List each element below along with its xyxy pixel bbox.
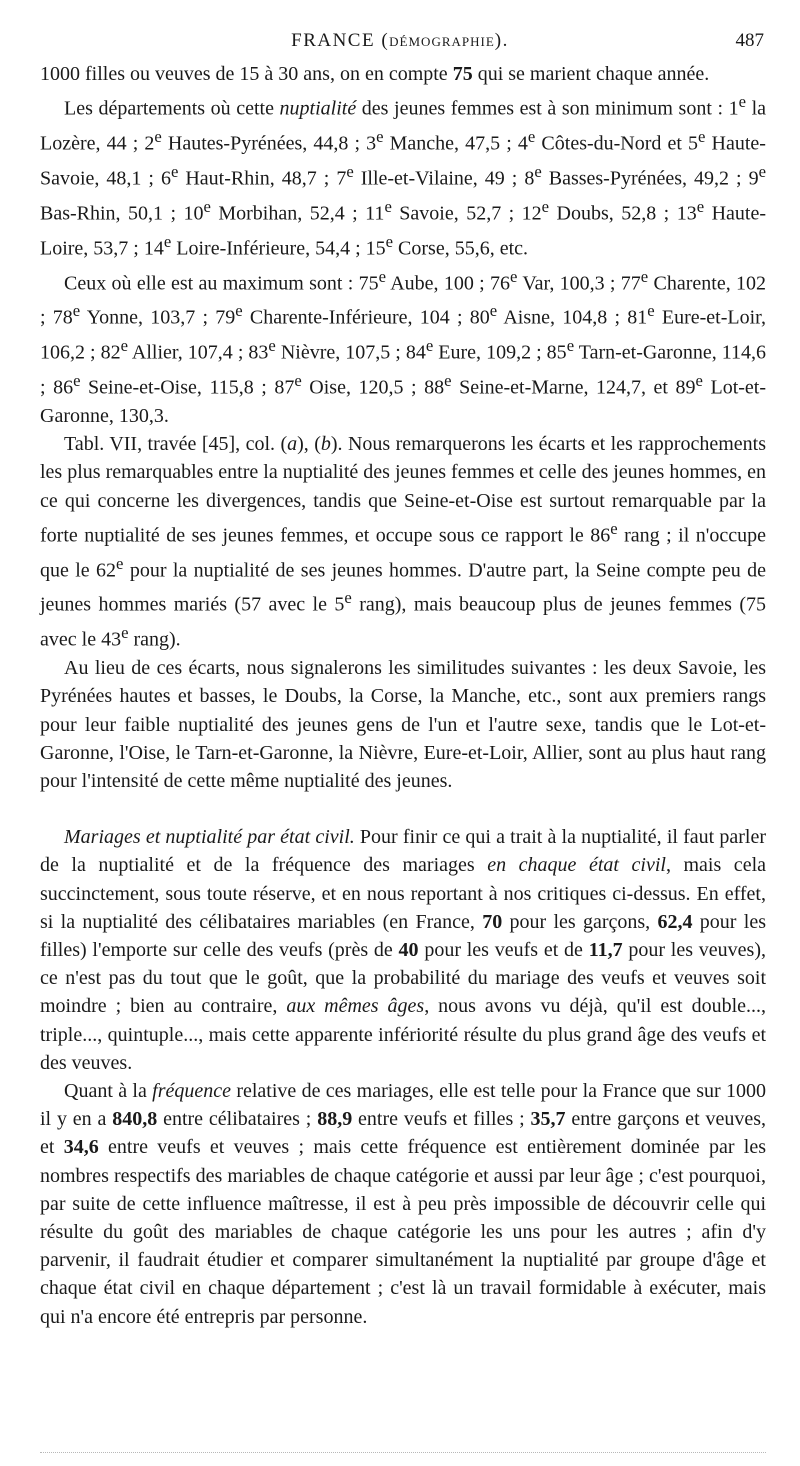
text-run: Yonne, 103,7 ; 79 — [80, 307, 236, 330]
page-number: 487 — [735, 30, 764, 51]
bold-number: 40 — [398, 939, 419, 962]
ordinal-suffix: e — [541, 196, 550, 216]
text-run: Tarn-et-Garonne, 114,6 ; 86 — [40, 341, 766, 399]
text-run: Var, 100,3 ; 77 — [517, 272, 641, 295]
running-head-title: FRANCE ( — [291, 30, 390, 51]
text-run: Tabl. VII, travée [45], col. ( — [64, 433, 288, 456]
footer-rule — [40, 1452, 766, 1453]
text-run: Charente, 102 ; 78 — [40, 272, 766, 330]
paragraph-6 — [40, 823, 766, 1077]
text-run: Bas-Rhin, 50,1 ; 10 — [40, 202, 204, 225]
body-text — [40, 60, 766, 1331]
text-run: Les départements où cette — [64, 97, 280, 120]
text-run: , mais cela succinctement, sous toute réserve, et en nous reportant à nos critiques ci-dessus. En effet, si la nuptialité des célibataires mariables (en France, — [40, 854, 766, 933]
running-head-close: ). — [494, 30, 509, 51]
text-run: entre veufs et veuves ; mais cette fréquence est entièrement dominée par les nombres respectifs des mariables de chaque catégorie et aussi par leur âge ; c'est pourquoi, par suite de cette influence maîtresse, il est à peu près impossible de découvrir celle qui résulte du goût des mariables de chaque catégorie les uns pour les autres ; afin d'y parvenir, il faudrait étudier et comparer simultanément la nuptialité par groupe d'âge et chaque état civil en chaque département ; c'est là un travail formidable à exécuter, mais qui n'a encore été entrepris par personne. — [40, 1136, 766, 1328]
text-run: Au lieu de ces écarts, nous signalerons les similitudes suivantes : les deux Savoie, les Pyrénées hautes et basses, le Doubs, la Corse, la Manche, etc., sont aux premiers rangs pour leur faible nuptialité des jeunes gens de l'un et l'autre sexe, tandis que le Lot-et-Garonne, l'Oise, le Tarn-et-Garonne, la Nièvre, Eure-et-Loir, Allier, sont au plus haut rang pour l'intensité de cette même nuptialité des jeunes. — [40, 657, 766, 792]
text-run: 1000 filles ou veuves de 15 à 30 ans, on en compte — [40, 63, 453, 85]
text-run: pour la nuptialité de ses jeunes hommes. D'autre part, la Seine compte peu de jeunes hommes mariés (57 avec le 5 — [40, 559, 766, 617]
running-head-subtitle: DÉMOGRAPHIE — [389, 34, 495, 49]
ordinal-suffix: e — [163, 231, 172, 251]
text-run: Aube, 100 ; 76 — [386, 272, 511, 295]
italic-text: aux mêmes âges — [286, 995, 425, 1018]
text-run: Eure-et-Loir, 106,2 ; 82 — [40, 307, 767, 364]
ordinal-suffix: e — [116, 553, 124, 573]
text-run: Côtes-du-Nord et 5 — [535, 132, 699, 155]
text-run: Lot-et-Garonne, 130,3. — [40, 376, 767, 427]
text-run: Aisne, 104,8 ; 81 — [497, 307, 648, 330]
text-run: Seine-et-Oise, 115,8 ; 87 — [80, 376, 295, 399]
italic-text: nuptialité — [279, 97, 357, 120]
ordinal-suffix: e — [698, 127, 706, 147]
text-run: Haute-Loire, 53,7 ; 14 — [40, 202, 766, 260]
text-run: Eure, 109,2 ; 85 — [433, 341, 567, 364]
ordinal-suffix: e — [695, 371, 703, 391]
paragraph-3 — [40, 263, 766, 431]
text-run: Seine-et-Marne, 124,7, et 89 — [451, 376, 696, 399]
bold-number: 35,7 — [530, 1108, 566, 1131]
bold-number: 88,9 — [317, 1108, 353, 1131]
italic-text: a — [287, 433, 298, 456]
ordinal-suffix: e — [203, 196, 211, 216]
text-run: Manche, 47,5 ; 4 — [383, 132, 528, 155]
paragraph-2 — [40, 88, 766, 262]
bold-number: 11,7 — [588, 939, 623, 962]
text-run: pour les veuves), ce n'est pas du tout que le goût, que la probabilité du mariage des veufs et veuves soit moindre ; bien au contraire, — [40, 939, 766, 1018]
text-run: pour les veufs et de — [418, 939, 589, 962]
italic-text: en chaque état civil — [487, 854, 666, 877]
running-head — [0, 30, 800, 52]
ordinal-suffix: e — [344, 588, 352, 608]
text-run: Allier, 107,4 ; 83 — [128, 341, 269, 364]
text-run: Quant à la — [64, 1080, 153, 1103]
ordinal-suffix: e — [647, 301, 655, 321]
ordinal-suffix: e — [235, 301, 243, 321]
paragraph-5 — [40, 654, 766, 795]
text-run: Corse, 55,6, etc. — [393, 237, 529, 260]
ordinal-suffix: e — [489, 301, 498, 321]
text-run: relative de ces mariages, elle est telle pour la France que sur 1000 il y en a — [40, 1080, 766, 1131]
bold-number: 75 — [452, 63, 473, 85]
text-run: Charente-Inférieure, 104 ; 80 — [242, 307, 490, 330]
text-run: Doubs, 52,8 ; 13 — [549, 202, 697, 225]
ordinal-suffix: e — [378, 266, 387, 286]
text-run: Savoie, 52,7 ; 12 — [391, 202, 542, 225]
text-run: Ceux où elle est au maximum sont : 75 — [64, 272, 379, 295]
bold-number: 840,8 — [112, 1108, 158, 1131]
text-run: Pour finir ce qui a trait à la nuptialité, il faut parler de la nuptialité et de la fréquence des mariages — [40, 826, 767, 877]
ordinal-suffix: e — [696, 196, 705, 216]
ordinal-suffix: e — [640, 266, 649, 286]
paragraph-7 — [40, 1077, 766, 1331]
ordinal-suffix: e — [154, 127, 162, 147]
text-run: ). Nous remarquerons les écarts et les rapprochements les plus remarquables entre la nuptialité des jeunes femmes et celle des jeunes hommes, en ce qui concerne les divergences, tandis que Seine-et-Oise est surtout remarquable par la forte nuptialité de ses jeunes femmes, et occupe sous ce rapport le 86 — [40, 433, 766, 547]
paragraph-4 — [40, 430, 766, 654]
ordinal-suffix: e — [534, 161, 542, 181]
text-run: des jeunes femmes est à son minimum sont : 1 — [356, 97, 739, 120]
text-run: entre veufs et filles ; — [352, 1108, 531, 1131]
ordinal-suffix: e — [758, 161, 766, 181]
ordinal-suffix: e — [610, 518, 618, 538]
text-run: Haute-Savoie, 48,1 ; 6 — [40, 132, 766, 190]
ordinal-suffix: e — [527, 127, 536, 147]
ordinal-suffix: e — [121, 623, 129, 643]
ordinal-suffix: e — [384, 196, 392, 216]
ordinal-suffix: e — [72, 301, 81, 321]
bold-number: 34,6 — [63, 1136, 99, 1159]
section-heading-italic: Mariages et nuptialité par état civil. — [64, 826, 355, 849]
text-run: pour les garçons, — [502, 910, 658, 933]
bold-number: 70 — [482, 910, 503, 933]
ordinal-suffix: e — [73, 371, 81, 391]
text-run: Haut-Rhin, 48,7 ; 7 — [178, 167, 347, 190]
text-run: entre célibataires ; — [157, 1108, 318, 1131]
italic-text: fréquence — [152, 1080, 231, 1103]
page-header — [0, 30, 800, 60]
text-run: Ille-et-Vilaine, 49 ; 8 — [353, 167, 535, 190]
text-run: Oise, 120,5 ; 88 — [301, 376, 445, 399]
text-run: rang), mais beaucoup plus de jeunes femmes (75 avec le 43 — [40, 594, 766, 651]
ordinal-suffix: e — [294, 371, 302, 391]
ordinal-suffix: e — [376, 127, 384, 147]
ordinal-suffix: e — [566, 336, 575, 356]
text-run: pour les filles) l'emporte sur celle des veufs (près de — [40, 910, 766, 962]
ordinal-suffix: e — [510, 266, 518, 286]
text-run: entre garçons et veuves, et — [40, 1108, 766, 1159]
text-run: qui se marient chaque année. — [472, 63, 710, 85]
ordinal-suffix: e — [425, 336, 434, 356]
text-run: Morbihan, 52,4 ; 11 — [210, 202, 385, 225]
ordinal-suffix: e — [346, 161, 354, 181]
ordinal-suffix: e — [170, 161, 179, 181]
ordinal-suffix: e — [385, 231, 394, 251]
ordinal-suffix: e — [444, 371, 452, 391]
italic-text: b — [320, 433, 331, 456]
text-run: , nous avons vu déjà, qu'il est double..., triple..., quintuple..., mais cette apparente infériorité résulte du plus grand âge des veufs et des veuves. — [40, 995, 766, 1074]
text-run: la Lozère, 44 ; 2 — [40, 97, 767, 155]
text-run: rang). — [128, 628, 181, 651]
text-run: Nièvre, 107,5 ; 84 — [275, 341, 426, 364]
paragraph-1 — [40, 60, 766, 88]
text-run: rang ; il n'occupe que le 62 — [40, 524, 766, 582]
text-run: Hautes-Pyrénées, 44,8 ; 3 — [161, 132, 377, 155]
ordinal-suffix: e — [268, 336, 276, 356]
text-run: ), ( — [297, 433, 321, 456]
text-run: Basses-Pyrénées, 49,2 ; 9 — [541, 167, 759, 190]
text-run: Loire-Inférieure, 54,4 ; 15 — [171, 237, 386, 260]
ordinal-suffix: e — [120, 336, 129, 356]
bold-number: 62,4 — [657, 910, 693, 933]
ordinal-suffix: e — [738, 92, 746, 112]
